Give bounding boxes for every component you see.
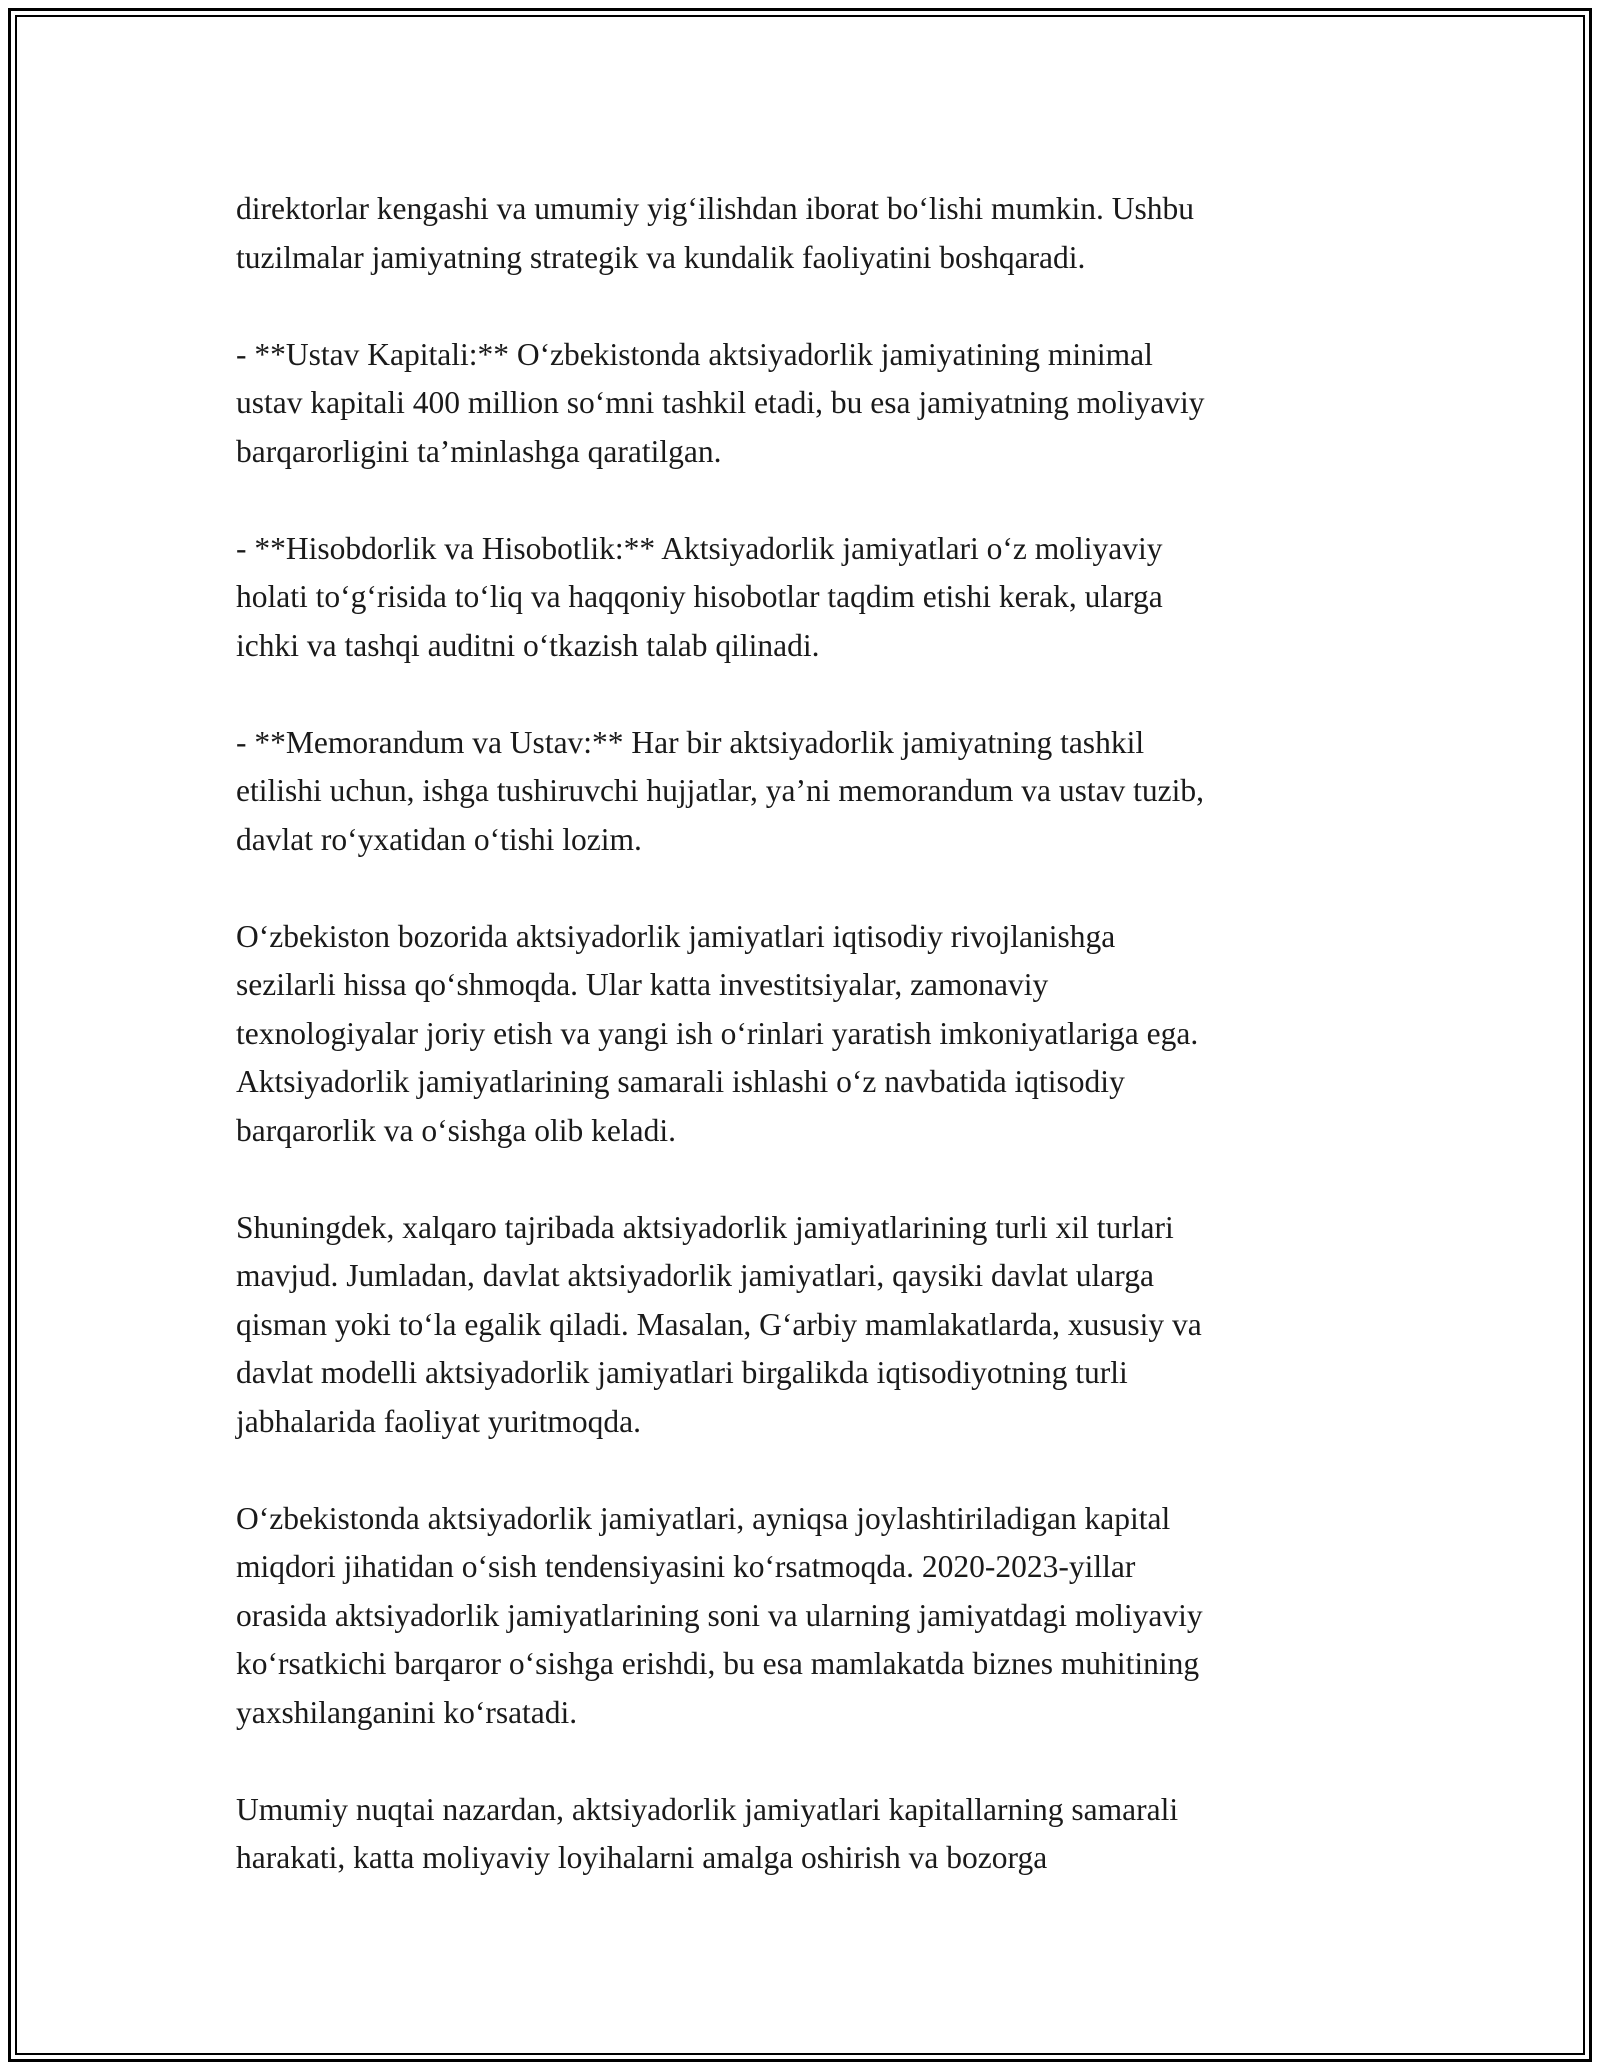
paragraph-conclusion: Umumiy nuqtai nazardan, aktsiyadorlik jamiyatlari kapitallarning samarali harakati, katta moliyaviy loyihalarni amalga oshirish va bozorga xyxy=(236,1791,1179,1875)
document-body xyxy=(236,185,1366,1883)
paragraph-market-role: Oʻzbekiston bozorida aktsiyadorlik jamiyatlari iqtisodiy rivojlanishga sezilarli hissa qoʻshmoqda. Ular katta investitsiyalar, zamonaviy texnologiyalar joriy etish va yangi ish oʻrinlari yaratish imkoniyatlariga ega. Aktsiyadorlik jamiyatlarining samarali ishlashi oʻz navbatida iqtisodiy barqarorlik va oʻsishga olib keladi. xyxy=(236,918,1199,1148)
bullet-memorandum: - **Memorandum va Ustav:** Har bir aktsiyadorlik jamiyatning tashkil etilishi uchun, ishga tushiruvchi hujjatlar, ya’ni memorandum va ustav tuzib, davlat roʻyxatidan oʻtishi lozim. xyxy=(236,724,1205,857)
paragraph-growth-trend: Oʻzbekistonda aktsiyadorlik jamiyatlari, ayniqsa joylashtiriladigan kapital miqdori jihatidan oʻsish tendensiyasini koʻrsatmoqda. 2020-2023-yillar orasida aktsiyadorlik jamiyatlarining soni va ularning jamiyatdagi moliyaviy koʻrsatkichi barqaror oʻsishga erishdi, bu esa mamlakatda biznes muhitining yaxshilanganini koʻrsatadi. xyxy=(236,1500,1203,1730)
bullet-hisobdorlik: - **Hisobdorlik va Hisobotlik:** Aktsiyadorlik jamiyatlari oʻz moliyaviy holati toʻgʻrisida toʻliq va haqqoniy hisobotlar taqdim etishi kerak, ularga ichki va tashqi auditni oʻtkazish talab qilinadi. xyxy=(236,530,1163,663)
paragraph-governance-bodies: direktorlar kengashi va umumiy yigʻilishdan iborat boʻlishi mumkin. Ushbu tuzilmalar jamiyatning strategik va kundalik faoliyatini boshqaradi. xyxy=(236,191,1194,275)
bullet-ustav-kapitali: - **Ustav Kapitali:** Oʻzbekistonda aktsiyadorlik jamiyatining minimal ustav kapitali 400 million soʻmni tashkil etadi, bu esa jamiyatning moliyaviy barqarorligini ta’minlashga qaratilgan. xyxy=(236,336,1205,469)
paragraph-international: Shuningdek, xalqaro tajribada aktsiyadorlik jamiyatlarining turli xil turlari mavjud. Jumladan, davlat aktsiyadorlik jamiyatlari, qaysiki davlat ularga qisman yoki toʻla egalik qiladi. Masalan, Gʻarbiy mamlakatlarda, xususiy va davlat modelli aktsiyadorlik jamiyatlari birgalikda iqtisodiyotning turli jabhalarida faoliyat yuritmoqda. xyxy=(236,1209,1202,1439)
